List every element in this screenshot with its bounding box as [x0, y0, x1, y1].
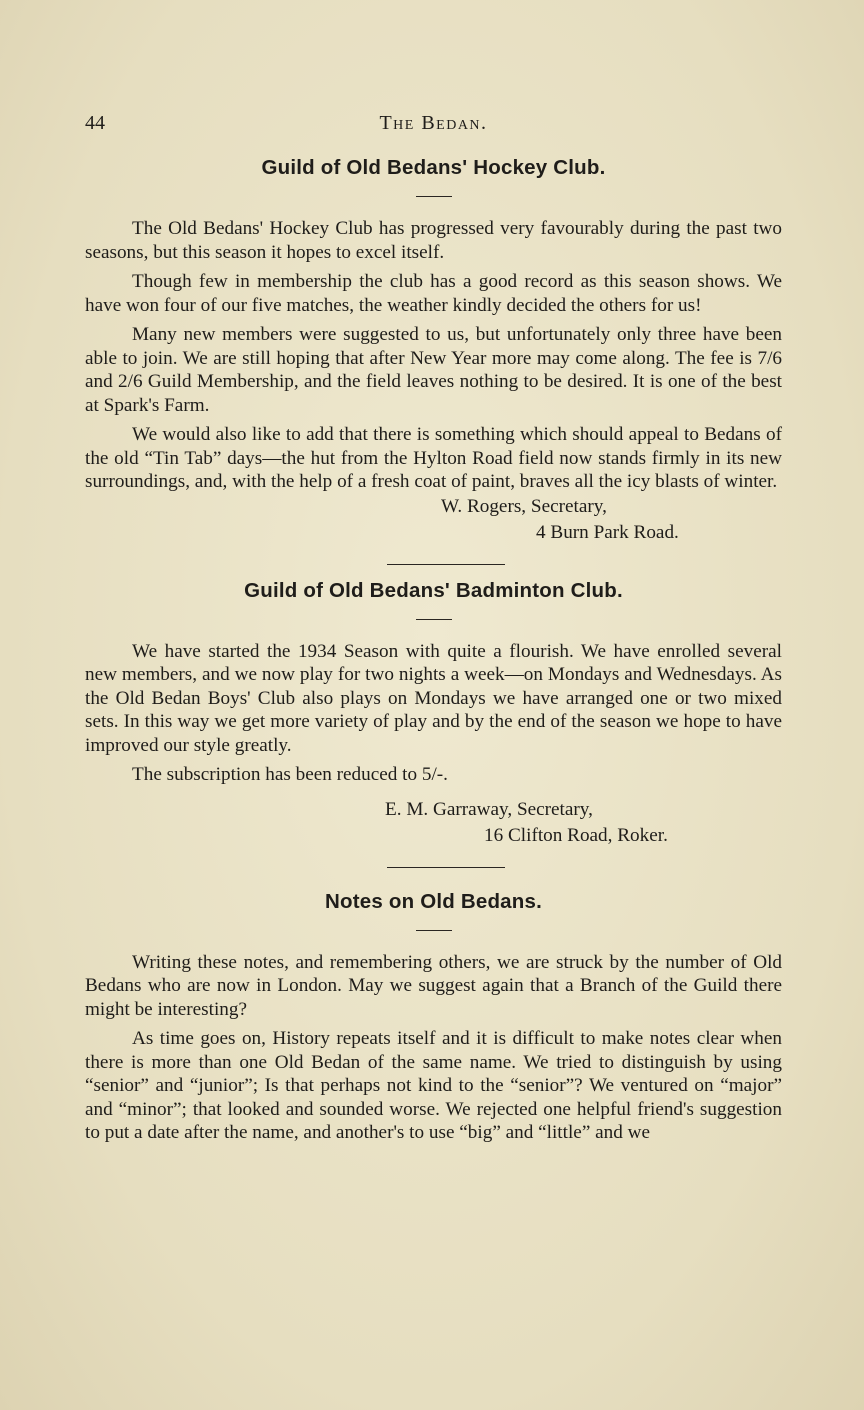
hockey-paragraph: Many new members were suggested to us, but unfortunately only three have been able to join. We are still hoping that after New Year more may come along. The fee is 7/6 and 2/6 Guild Membership, and the field leaves nothing to be desired. It is one of the best at Spark's Farm. [85, 324, 782, 416]
hockey-paragraph: Though few in membership the club has a good record as this season shows. We have won four of our five matches, the weather kindly decided the others for us! [85, 271, 782, 316]
badminton-club-heading: Guild of Old Bedans' Badminton Club. [244, 578, 623, 602]
notes-paragraph: Writing these notes, and remembering others, we are struck by the number of Old Bedans who are now in London. May we suggest again that a Branch of the Guild there might be interesting? [85, 951, 782, 1020]
section-separator [387, 564, 505, 565]
notes-paragraph: As time goes on, History repeats itself and it is difficult to make notes clear when there is more than one Old Bedan of the same name. We tried to distinguish by using “senior” and “junior”; Is that perhaps not kind to the “senior”? We ventured on “major” and “minor”; that looked and sounded worse. We rejected one helpful friend's suggestion to put a date after the name, and another's to use “big” and “little” and we [85, 1028, 782, 1143]
section-divider [416, 619, 452, 620]
badminton-signature-address: 16 Clifton Road, Roker. [484, 824, 668, 846]
badminton-paragraph: We have started the 1934 Season with quite a flourish. We have enrolled several new members, and we now play for two nights a week—on Mondays and Wednesdays. As the Old Bedan Boys' Club also plays on Mondays we have arranged one or two mixed sets. In this way we get more variety of play and by the end of the season we hope to have improved our style greatly. [85, 640, 782, 756]
hockey-club-section [85, 156, 782, 546]
hockey-paragraph: We would also like to add that there is something which should appeal to Bedans of the old “Tin Tab” days—the hut from the Hylton Road field now stands firmly in its new surroundings, and, with the help of a fresh coat of paint, braves all the icy blasts of winter. [85, 424, 782, 492]
hockey-signature-address: 4 Burn Park Road. [536, 521, 679, 543]
notes-heading: Notes on Old Bedans. [325, 889, 542, 913]
section-divider [416, 196, 452, 197]
section-divider [416, 930, 452, 931]
hockey-signature-name: W. Rogers, Secretary, [441, 495, 607, 517]
page-number: 44 [85, 112, 105, 134]
section-separator [387, 867, 505, 868]
running-header [85, 112, 782, 142]
badminton-club-section [85, 579, 782, 849]
hockey-paragraph: The Old Bedans' Hockey Club has progressed very favourably during the past two seasons, but this season it hopes to excel itself. [85, 218, 782, 263]
hockey-club-heading: Guild of Old Bedans' Hockey Club. [261, 156, 606, 179]
badminton-signature-name: E. M. Garraway, Secretary, [385, 798, 593, 820]
badminton-paragraph: The subscription has been reduced to 5/-. [132, 764, 448, 785]
notes-section [85, 890, 782, 1145]
running-title: The Bedan. [379, 112, 488, 134]
